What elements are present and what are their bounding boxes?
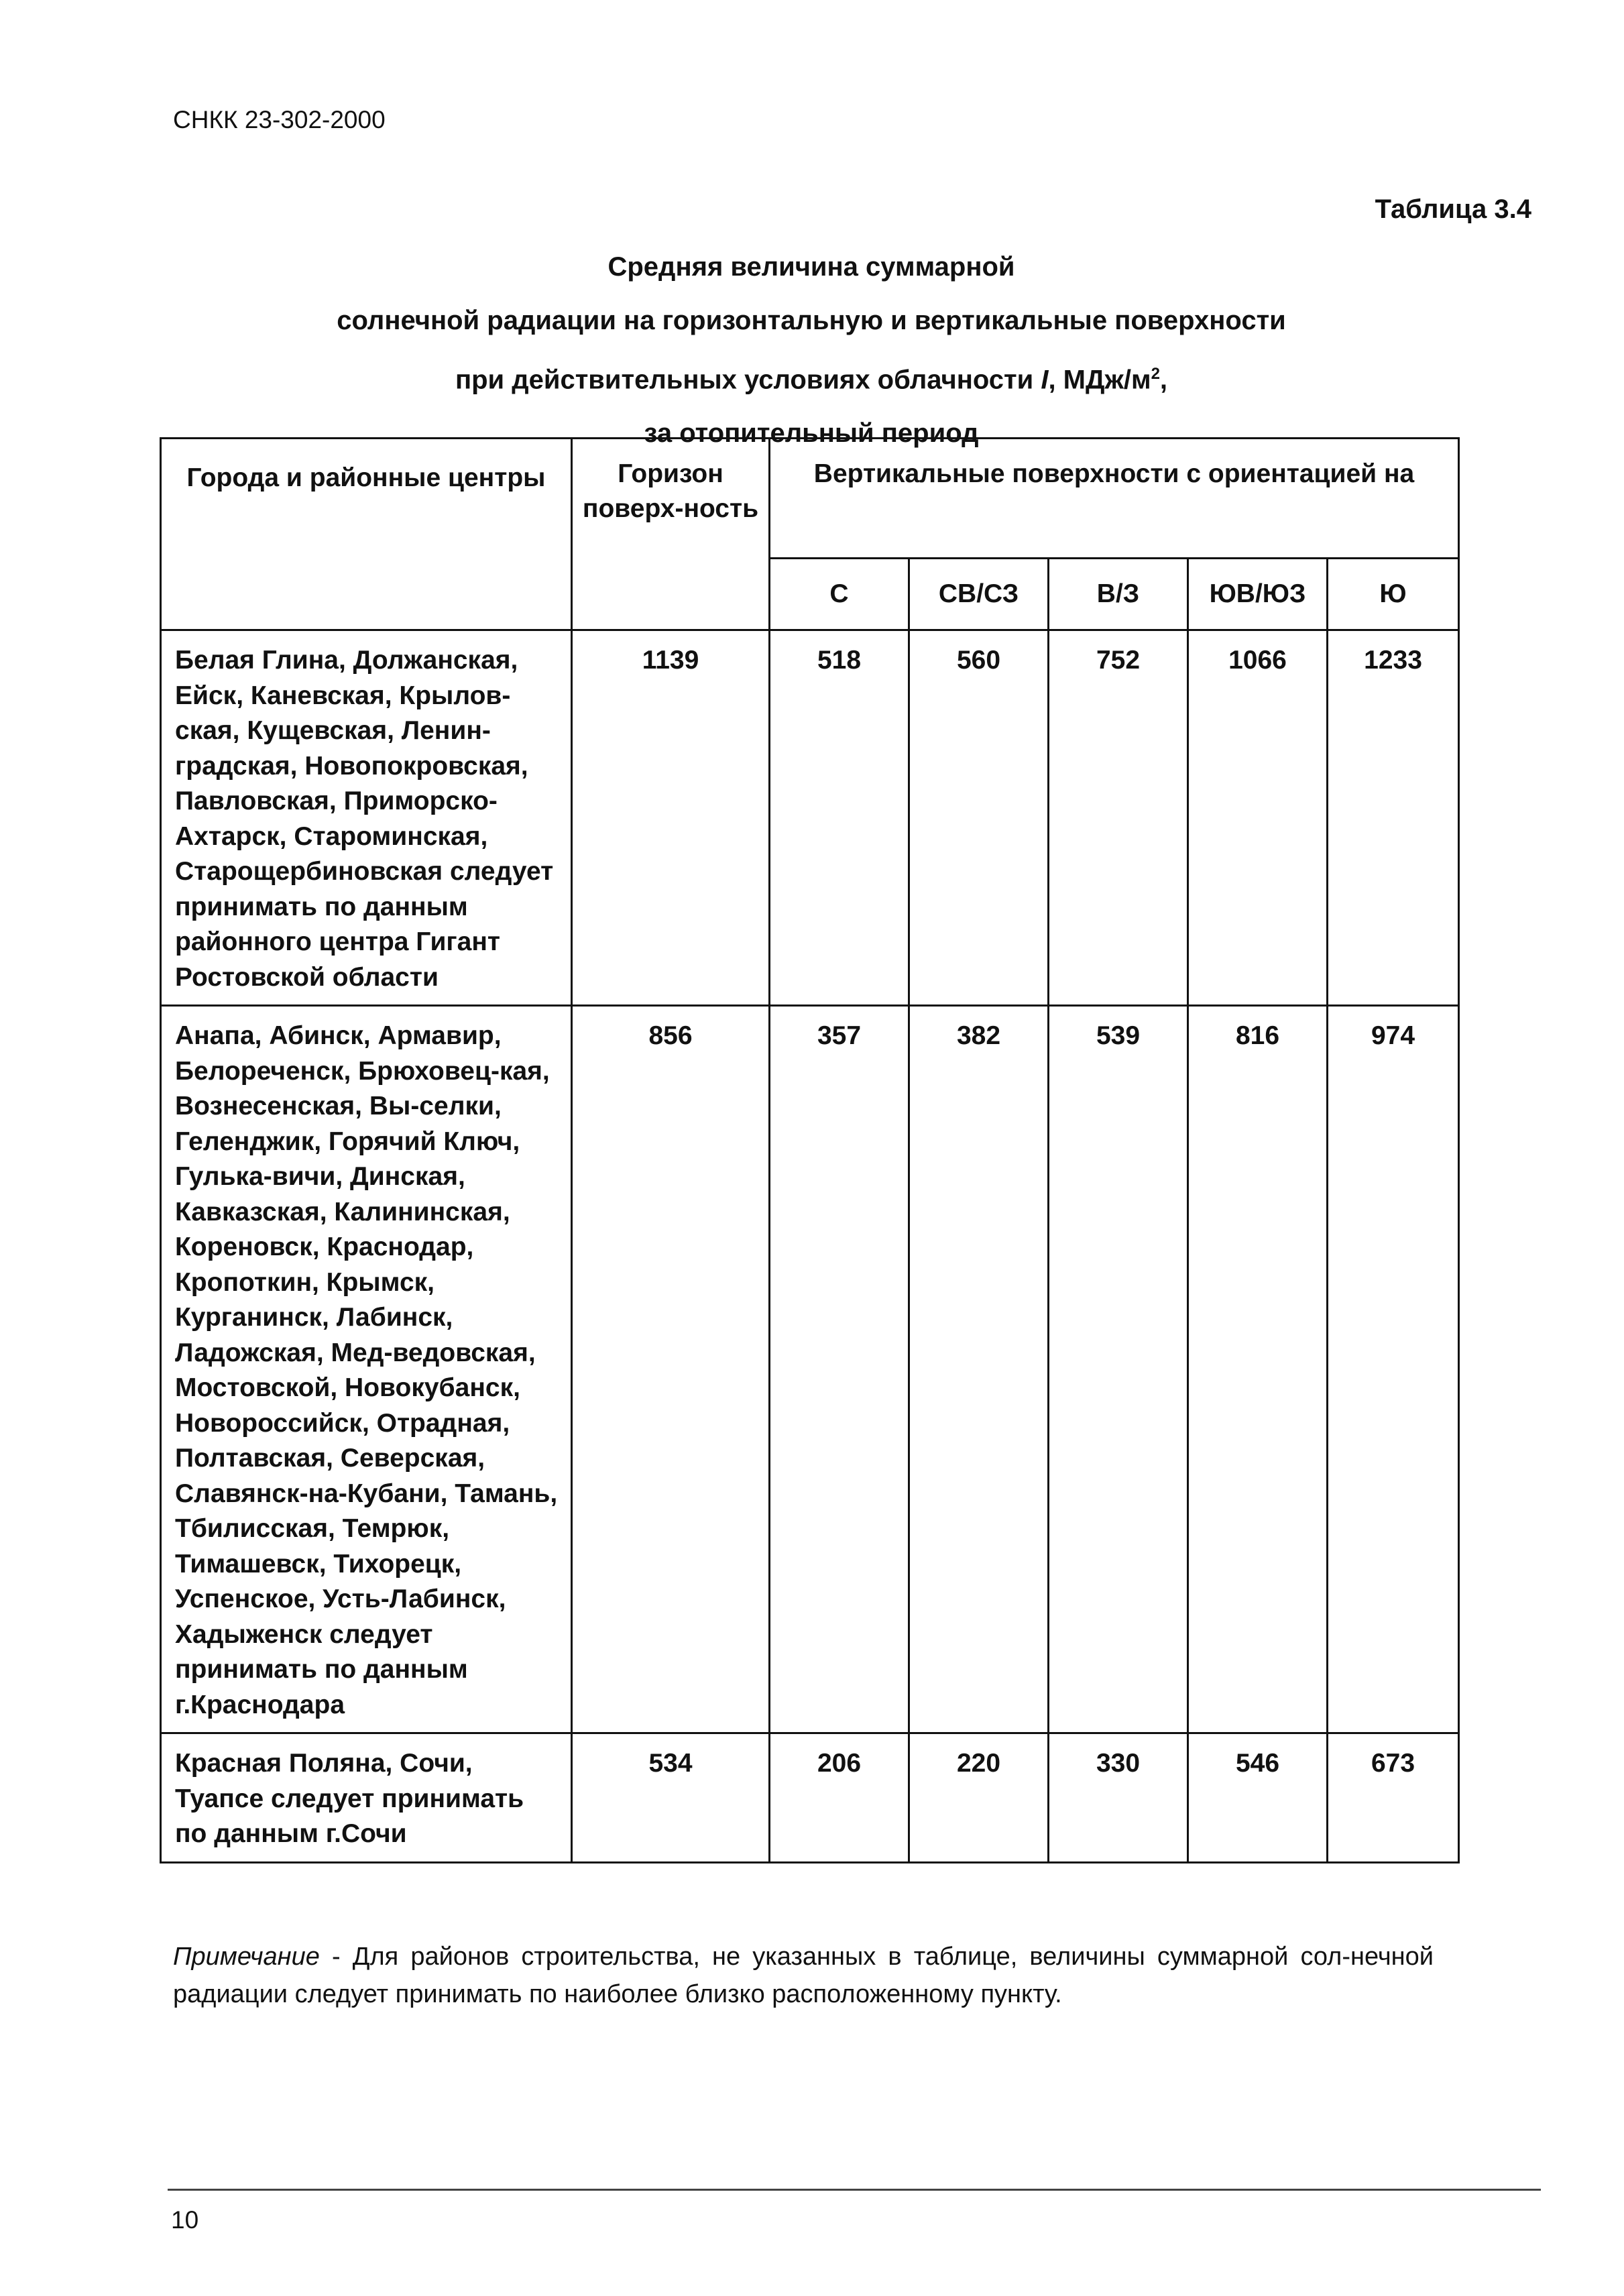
north-value: 357: [770, 1006, 909, 1733]
east-west-value: 330: [1049, 1733, 1188, 1863]
note-text: - Для районов строительства, не указанных в таблице, величины суммарной сол-нечной радиации следует принимать по наиболее близко расположенному пункту.: [173, 1943, 1434, 2008]
title-line-3: [161, 347, 1462, 406]
cities-cell: Красная Поляна, Сочи, Туапсе следует принимать по данным г.Сочи: [161, 1733, 572, 1863]
document-code: СНКК 23-302-2000: [173, 106, 386, 133]
footer-divider: [168, 2189, 1541, 2191]
table-note: [173, 1938, 1434, 2013]
note-label: Примечание: [173, 1943, 320, 1971]
title-line-4: за отопительный период: [644, 418, 979, 449]
header-horizontal: Горизон поверх-ность: [572, 439, 770, 630]
north-value: 206: [770, 1733, 909, 1863]
east-west-value: 752: [1049, 630, 1188, 1006]
header-orientation-se-sw: ЮВ/ЮЗ: [1188, 559, 1328, 630]
title-unit: , МДж/м: [1048, 365, 1151, 395]
southeast-southwest-value: 546: [1188, 1733, 1328, 1863]
horizontal-value: 856: [572, 1006, 770, 1733]
northeast-northwest-value: 560: [909, 630, 1049, 1006]
page-number: 10: [171, 2206, 199, 2234]
north-value: 518: [770, 630, 909, 1006]
table-number: Таблица 3.4: [1375, 194, 1531, 224]
table-title: [161, 240, 1462, 460]
title-line-2: солнечной радиации на горизонтальную и вертикальные поверхности: [337, 306, 1286, 335]
northeast-northwest-value: 382: [909, 1006, 1049, 1733]
title-line-3-text: при действительных условиях облачности: [455, 365, 1041, 395]
cities-cell: Анапа, Абинск, Армавир, Белореченск, Брюховец-кая, Вознесенская, Вы-селки, Геленджик, Горячий Ключ, Гулька-вичи, Динская, Кавказская, Калининская, Кореновск, Краснодар, Кропоткин, Крымск, Курганинск, Лабинск, Ладожская, Мед-ведовская, Мостовской, Новокубанск, Новороссийск, Отрадная, Полтавская, Северская, Славянск-на-Кубани, Тамань, Тбилисская, Темрюк, Тимашевск, Тихорецк, Успенское, Усть-Лабинск, Хадыженск следует принимать по данным г.Краснодара: [161, 1006, 572, 1733]
header-orientation-ne-nw: СВ/СЗ: [909, 559, 1049, 630]
title-unit-exponent: 2: [1151, 365, 1160, 383]
title-symbol: I: [1041, 365, 1049, 395]
title-line-3-end: ,: [1159, 365, 1168, 395]
southeast-southwest-value: 1066: [1188, 630, 1328, 1006]
cities-cell: Белая Глина, Должанская, Ейск, Каневская, Крылов-ская, Кущевская, Ленин-градская, Новопокровская, Павловская, Приморско-Ахтарск, Староминская, Старощербиновская следует принимать по данным районного центра Гигант Ростовской области: [161, 630, 572, 1006]
south-value: 974: [1328, 1006, 1459, 1733]
northeast-northwest-value: 220: [909, 1733, 1049, 1863]
table-row: [161, 1733, 1459, 1863]
solar-radiation-table: [160, 437, 1460, 1863]
southeast-southwest-value: 816: [1188, 1006, 1328, 1733]
horizontal-value: 1139: [572, 630, 770, 1006]
header-orientation-s: Ю: [1328, 559, 1459, 630]
header-orientation-n: С: [770, 559, 909, 630]
header-cities: Города и районные центры: [161, 439, 572, 630]
header-row-1: [161, 439, 1459, 559]
title-line-1: Средняя величина суммарной: [607, 252, 1015, 282]
table-row: [161, 1006, 1459, 1733]
south-value: 1233: [1328, 630, 1459, 1006]
east-west-value: 539: [1049, 1006, 1188, 1733]
table-row: [161, 630, 1459, 1006]
header-vertical: Вертикальные поверхности с ориентацией на: [770, 439, 1459, 559]
horizontal-value: 534: [572, 1733, 770, 1863]
south-value: 673: [1328, 1733, 1459, 1863]
header-orientation-e-w: В/З: [1049, 559, 1188, 630]
